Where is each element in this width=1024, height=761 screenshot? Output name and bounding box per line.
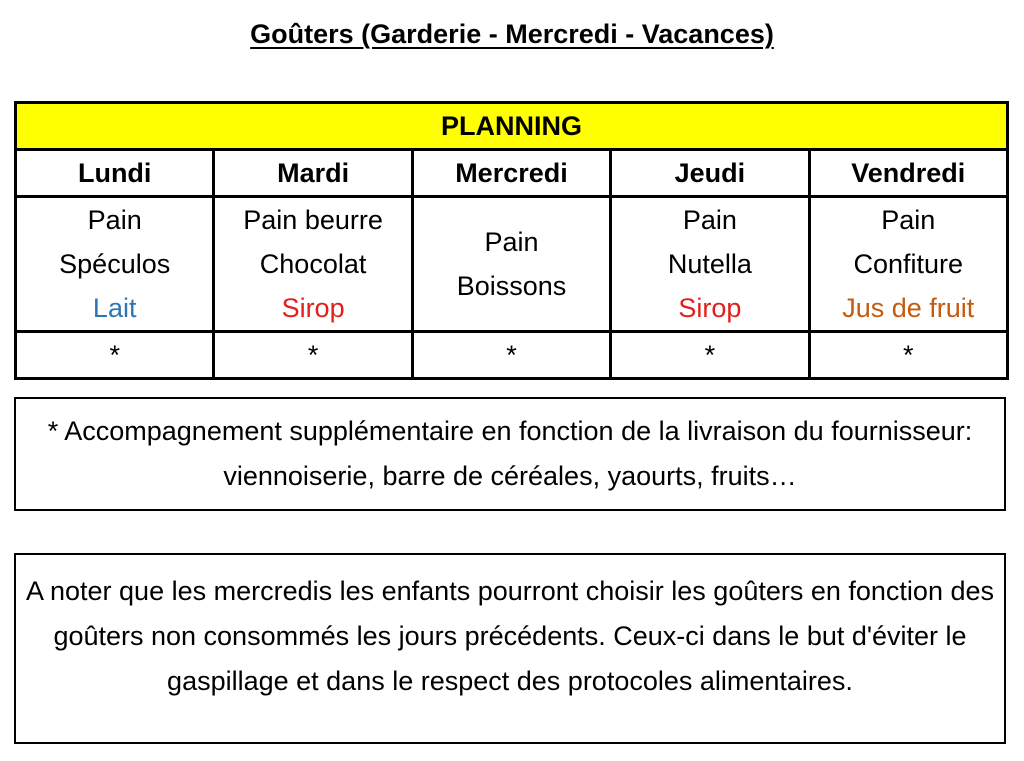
menu-item: Jus de fruit <box>842 293 975 323</box>
planning-header: PLANNING <box>16 103 1008 150</box>
extra-marker: * <box>16 332 214 379</box>
menu-item: Pain <box>484 227 539 257</box>
planning-header-row <box>16 103 1008 150</box>
menu-cell-vendredi <box>809 197 1007 332</box>
menu-cell-lundi <box>16 197 214 332</box>
day-header: Mercredi <box>412 150 610 197</box>
page-title <box>0 16 1024 52</box>
wednesday-note: A noter que les mercredis les enfants pourront choisir les goûters en fonction des goûters non consommés les jours précédents. Ceux-ci dans le but d'éviter le gaspillage et dans le respect des protocoles alimentaires. <box>14 553 1006 744</box>
day-header: Jeudi <box>611 150 809 197</box>
menu-item: Pain <box>881 205 936 235</box>
menu-item: Pain beurre <box>243 205 383 235</box>
extra-marker: * <box>412 332 610 379</box>
accompaniment-note: * Accompagnement supplémentaire en fonction de la livraison du fournisseur: viennoiserie, barre de céréales, yaourts, fruits… <box>14 397 1006 511</box>
page-title-text: Goûters (Garderie - Mercredi - Vacances) <box>250 19 774 49</box>
extra-marker: * <box>809 332 1007 379</box>
day-header: Lundi <box>16 150 214 197</box>
menu-cell-mercredi <box>412 197 610 332</box>
menu-item: Pain <box>87 205 142 235</box>
menu-item: Boissons <box>456 271 567 301</box>
menu-item: Nutella <box>667 249 752 279</box>
menu-item: Sirop <box>281 293 345 323</box>
extra-marker: * <box>611 332 809 379</box>
menu-item: Pain <box>682 205 737 235</box>
menu-row <box>16 197 1008 332</box>
menu-item: Confiture <box>853 249 964 279</box>
menu-item: Lait <box>92 293 137 323</box>
menu-item: Sirop <box>678 293 742 323</box>
day-header: Mardi <box>214 150 412 197</box>
menu-item: Spéculos <box>59 249 171 279</box>
day-header: Vendredi <box>809 150 1007 197</box>
menu-item: Chocolat <box>259 249 367 279</box>
day-names-row <box>16 150 1008 197</box>
extra-marker: * <box>214 332 412 379</box>
menu-cell-jeudi <box>611 197 809 332</box>
extra-row <box>16 332 1008 379</box>
planning-table <box>14 101 1009 380</box>
menu-cell-mardi <box>214 197 412 332</box>
